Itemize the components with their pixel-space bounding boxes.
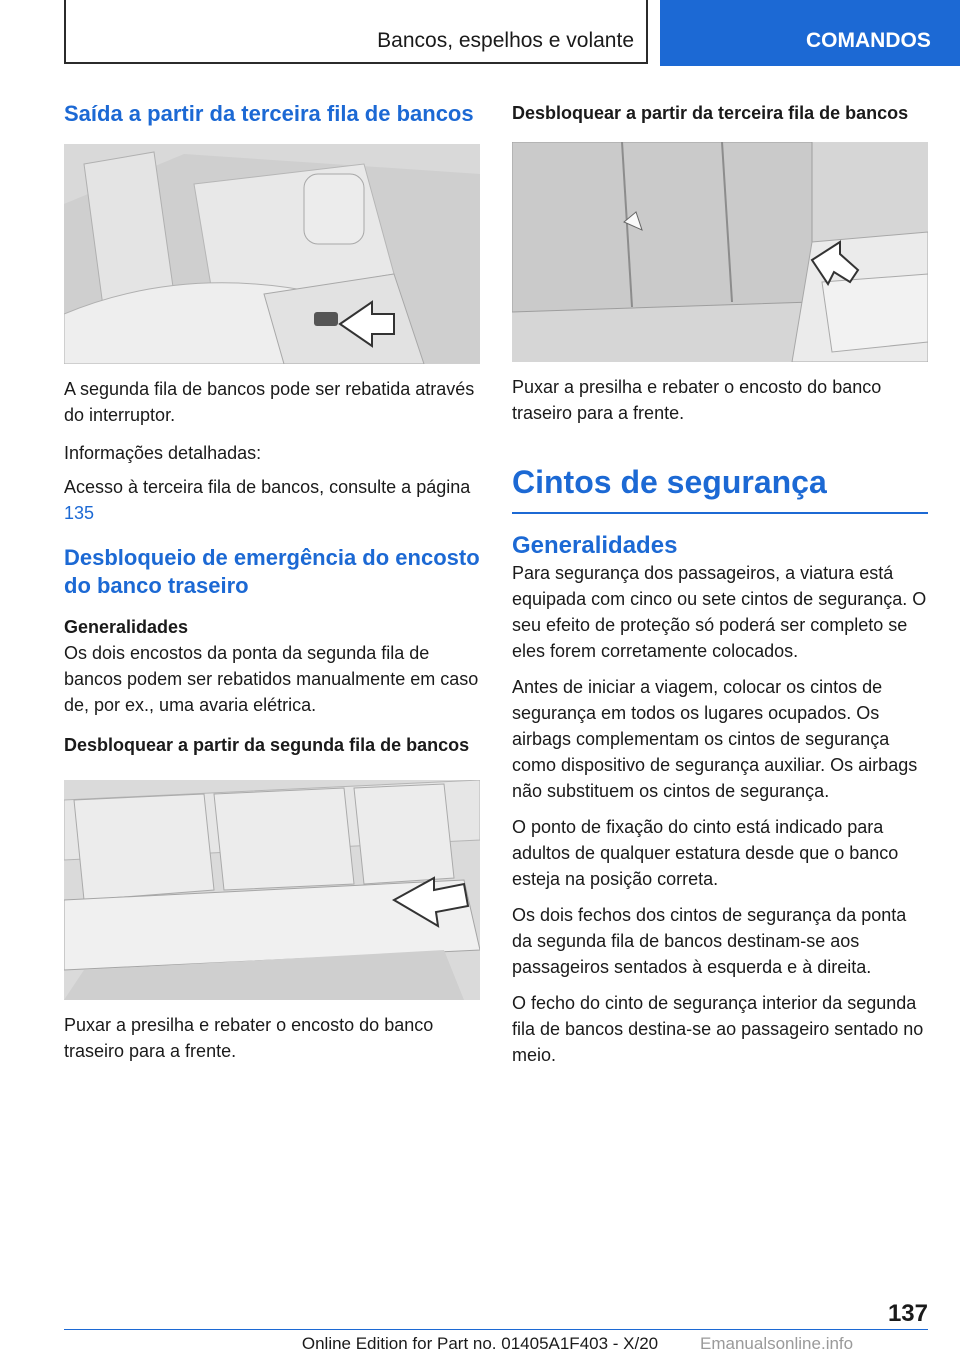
heading-unlock-second-row: Desbloquear a partir da segunda fila de bancos xyxy=(64,735,470,755)
illustration-third-row-exit xyxy=(64,144,480,364)
page-link-135[interactable]: 135 xyxy=(64,503,95,523)
para-belts-3: O ponto de fixação do cinto está indicado para adultos de qualquer estatura desde que o banco esteja na posição correta. xyxy=(512,817,899,889)
para-belts-1: Para segurança dos passageiros, a viatura está equipada com cinco ou sete cintos de segurança. O seu efeito de proteção só poderá ser completo se eles forem corretamente colocados. xyxy=(512,563,927,661)
header-frame xyxy=(64,0,648,64)
heading-seat-belts: Cintos de segurança xyxy=(512,464,827,500)
footer-rule xyxy=(64,1329,928,1330)
para-unlock-second: Puxar a presilha e rebater o encosto do banco traseiro para a frente. xyxy=(64,1015,434,1061)
para-exit-3-text: Acesso à terceira fila de bancos, consulte a página xyxy=(64,477,471,497)
para-exit-1: A segunda fila de bancos pode ser rebatida através do interruptor. xyxy=(64,379,475,425)
para-belts-5: O fecho do cinto de segurança interior da segunda fila de bancos destina-se ao passageiro sentado no meio. xyxy=(512,993,924,1065)
watermark: Emanualsonline.info xyxy=(700,1334,854,1353)
left-column xyxy=(64,100,482,1064)
heading-rule xyxy=(512,512,928,514)
chapter-tab xyxy=(660,0,960,66)
illustration-third-row-unlock xyxy=(512,142,928,362)
heading-unlock-third-row: Desbloquear a partir da terceira fila de bancos xyxy=(512,103,909,123)
page-header xyxy=(0,0,960,66)
para-unlock-third: Puxar a presilha e rebater o encosto do banco traseiro para a frente. xyxy=(512,377,882,423)
chapter-tab-label: COMANDOS xyxy=(806,29,931,52)
heading-emergency-release: Desbloqueio de emergência do encosto do banco traseiro xyxy=(64,545,480,598)
edition-text: Online Edition for Part no. 01405A1F403 - X/20 xyxy=(301,1334,659,1353)
para-exit-2: Informações detalhadas: xyxy=(64,443,262,463)
heading-general-left: Generalidades xyxy=(64,617,189,637)
para-belts-4: Os dois fechos dos cintos de segurança da ponta da segunda fila de bancos destinam-se aos passageiros sentados à esquerda e à direita. xyxy=(512,905,907,977)
heading-general-right: Generalidades xyxy=(512,532,678,559)
para-belts-2: Antes de iniciar a viagem, colocar os cintos de segurança em todos os lugares ocupados. Os airbags complementam os cintos de segurança como dispositivo de segurança auxiliar. Os airbags não substituem os cintos de segurança. xyxy=(512,677,918,801)
para-exit-3 xyxy=(64,474,482,526)
right-column xyxy=(512,100,928,1068)
illustration-second-row-unlock xyxy=(64,780,480,1000)
heading-exit-third-row: Saída a partir da terceira fila de bancos xyxy=(64,101,474,126)
para-general-left: Os dois encostos da ponta da segunda fila de bancos podem ser rebatidos manualmente em caso de, por ex., uma avaria elétrica. xyxy=(64,643,479,715)
section-title: Bancos, espelhos e volante xyxy=(377,29,634,52)
page-number: 137 xyxy=(887,1300,928,1327)
